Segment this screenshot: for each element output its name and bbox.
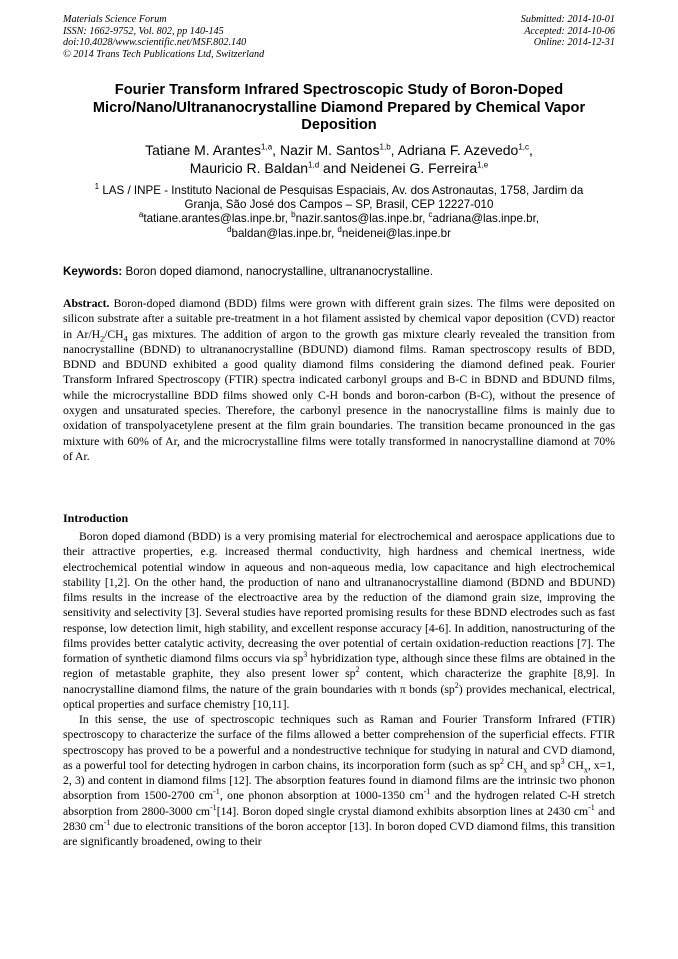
author-name: Tatiane M. Arantes <box>145 142 262 158</box>
submitted-date: Submitted: 2014-10-01 <box>520 14 615 25</box>
email-link[interactable]: baldan@las.inpe.br <box>231 226 331 240</box>
affiliation-marker: 1 <box>94 182 100 192</box>
author-name: Nazir M. Santos <box>279 142 380 158</box>
email-list-2: $^d$baldan@las.inpe.br, $^d$neidenei@las.inpe.br <box>227 224 451 240</box>
email-link[interactable]: nazir.santos@las.inpe.br <box>295 212 423 226</box>
email-link[interactable]: adriana@las.inpe.br <box>432 212 536 226</box>
issn-volume: ISSN: 1662-9752, Vol. 802, pp 140-145 <box>63 25 224 37</box>
paragraph: In this sense, the use of spectroscopic techniques such as Raman and Fourier Transform Infrared (FTIR) spectroscopy to characterize the surface of the films allowed a better comprehension of the superficial effects. FTIR spectroscopy has proved to be a powerful and a nondestructive technique for studying in natural and CVD diamond, as a powerful tool for detecting hydrogen in carbon chains, its incorporation form (such as $sp^2$ $CH_x$ and $sp^3$ $CH_x$, x=1, 2, 3) and content in diamond films [12]. The absorption features found in diamond films are the intrinsic two phonon absorption from 1500-2700 $cm^{-1}$, one phonon absorption at 1000-1350 $cm^{-1}$ and the hydrogen related C-H stretch absorption from 2800-3000 $cm^{-1}[14]$. Boron doped single crystal diamond exhibits absorption lines at 2430 $cm^{-1}$ and 2830 $cm^{-1}$ due to electronic transitions of the boron acceptor [13]. In boron doped CVD diamond films, this transition are significantly broadened, owing to their <box>63 713 616 848</box>
email-link[interactable]: tatiane.arantes@las.inpe.br <box>143 212 285 226</box>
keywords <box>63 265 615 279</box>
author-affil-marker: 1,d <box>308 160 320 170</box>
abstract: Abstract. Boron-doped diamond (BDD) films were grown with different grain sizes. The films were deposited on silicon substrate after a suitable pre-treatment in a hot filament assisted by chemical vapor deposition (CVD) reactor in $Ar/H_2/CH_4$ gas mixtures. The addition of argon to the growth gas mixture clearly revealed the transition from nanocrystalline (BDND) to ultrananocrystalline (BDUND) diamond films. Raman spectroscopy results of BDD, BDND and BDUND exhibited a good quality diamond films considering the diamond defined peak. Fourier Transform Infrared Spectroscopy (FTIR) spectra indicated carbonyl groups and B-C in BDND and BDUND films, while the microcrystalline BDD films showed only C-H bonds and boron-carbon (B-C), without the presence of oxygen and unsaturated species. Therefore, the carbonyl presence in the nanocrystalline films is mainly due to oxidation of transpolyacetylene present at the film grain boundaries. The transition became pronounced in the gas mixture with 60% of Ar, and the microcrystalline films were totally transformed in nanocrystalline diamond at 70% of Ar. <box>63 297 615 463</box>
paragraph: Boron doped diamond (BDD) is a very promising material for electrochemical and aerospace applications due to their attractive properties, e.g. increased thermal conductivity, high hardness and chemical inertness, wide electrochemical potential window in aqueous and non-aqueous media, low capacitance and high electrochemical stability [1,2]. On the other hand, the production of nano and ultrananocrystalline diamond (BDND and BDUND) films results in the increase of the electroactive area by the reduction of the diamond grain size, improving the sensitivity and selectivity [3]. Several studies have reported promising results for these BDND electrodes such as fast response, low detection limit, high stability, and excellent response accuracy [4-6]. In addition, nanostructuring of the films provides better catalytic activity, decreasing the over potential of certain oxidation-reduction reactions [7]. The formation of synthetic diamond films occurs via $sp^3$ hybridization type, although since these films are obtained in the region of metastable graphite, they also present lower $sp^2$ content, which characterize the graphite [8,9]. In nanocrystalline diamond films, the nature of the grain boundaries with π bonds $(sp^2)$ provides mechanical, electrical, optical properties and surface chemistry [10,11]. <box>63 530 616 711</box>
email-link[interactable]: neidenei@las.inpe.br <box>341 226 451 240</box>
author-affil-marker: 1,e <box>477 160 489 170</box>
journal-name: Materials Science Forum <box>63 14 167 25</box>
accepted-date: Accepted: 2014-10-06 <box>524 25 615 37</box>
author-affil-marker: 1,c <box>518 142 529 152</box>
affiliation-line-1: LAS / INPE - Instituto Nacional de Pesquisas Espaciais, Av. dos Astronautas, 1758, Jardim da <box>99 184 584 197</box>
author-list: Tatiane M. Arantes$^{1,a}$, Nazir M. Santos$^{1,b}$, Adriana F. Azevedo$^{1,c}$, Mauricio R. Baldan$^{1,d}$ and Neidenei G. Ferreira$^{1,e}$ <box>145 142 533 176</box>
author-name: Mauricio R. Baldan <box>189 160 309 176</box>
publication-dates <box>521 14 615 49</box>
online-date: Online: 2014-12-31 <box>533 37 615 48</box>
section-heading-introduction: Introduction <box>63 511 129 525</box>
journal-info <box>63 14 264 60</box>
author-affil-marker: 1,a <box>261 142 273 152</box>
keywords-text: Boron doped diamond, nanocrystalline, ultrananocrystalline. <box>122 265 433 278</box>
author-affil-marker: 1,b <box>379 142 391 152</box>
author-name: Neidenei G. Ferreira <box>350 160 478 176</box>
affiliation <box>60 184 618 241</box>
email-list-1: $^a$tatiane.arantes@las.inpe.br, $^b$nazir.santos@las.inpe.br, $^c$adriana@las.inpe.br, <box>138 210 540 226</box>
keywords-label: Keywords: <box>63 265 123 278</box>
abstract-label: Abstract. <box>63 297 110 310</box>
paper-title: Fourier Transform Infrared Spectroscopic Study of Boron-Doped Micro/Nano/Ultrananocrystalline Diamond Prepared by Chemical Vapor Deposition <box>92 82 586 133</box>
doi[interactable]: doi:10.4028/www.scientific.net/MSF.802.140 <box>63 37 247 48</box>
introduction-body <box>63 529 615 849</box>
author-name: Adriana F. Azevedo <box>397 142 519 158</box>
affiliation-line-2: Granja, São José dos Campos – SP, Brasil, CEP 12227-010 <box>184 198 494 212</box>
copyright: © 2014 Trans Tech Publications Ltd, Switzerland <box>63 48 265 60</box>
